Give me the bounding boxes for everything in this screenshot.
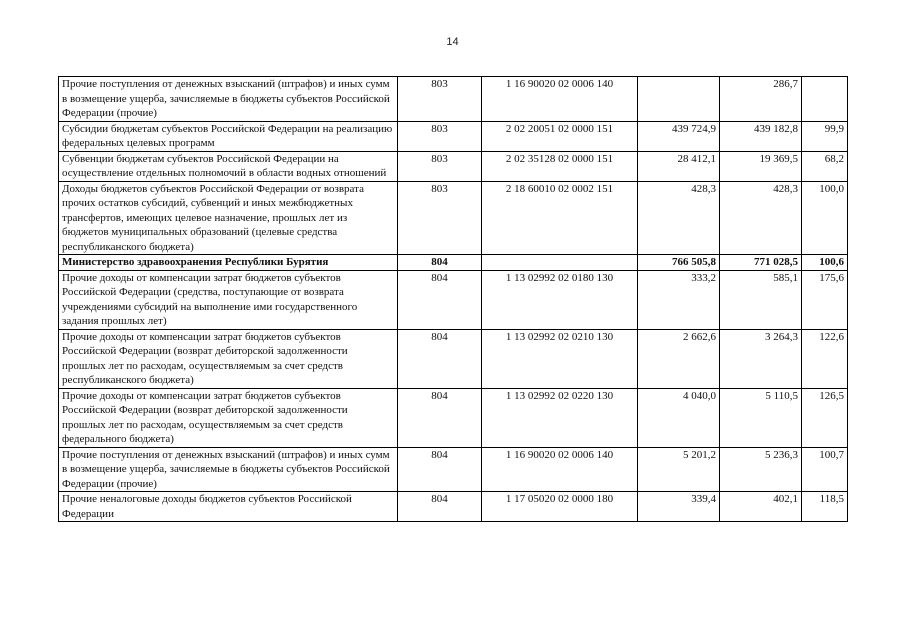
budget-classification-code-cell: 2 18 60010 02 0002 151 <box>482 181 638 255</box>
plan-amount-cell: 439 724,9 <box>638 121 720 151</box>
administrator-code-cell: 804 <box>398 388 482 447</box>
executed-amount-cell: 428,3 <box>720 181 802 255</box>
budget-classification-code-cell <box>482 255 638 271</box>
revenue-name-cell: Прочие доходы от компенсации затрат бюджетов субъектов Российской Федерации (возврат дебиторской задолженности прошлых лет по расходам, осуществляемым за счет средств республиканского бюджета) <box>59 329 398 388</box>
executed-amount-cell: 585,1 <box>720 270 802 329</box>
plan-amount-cell: 2 662,6 <box>638 329 720 388</box>
plan-amount-cell: 5 201,2 <box>638 447 720 492</box>
budget-classification-code-cell: 1 13 02992 02 0220 130 <box>482 388 638 447</box>
execution-percent-cell: 68,2 <box>802 151 848 181</box>
plan-amount-cell: 428,3 <box>638 181 720 255</box>
executed-amount-cell: 5 236,3 <box>720 447 802 492</box>
executed-amount-cell: 19 369,5 <box>720 151 802 181</box>
table-row <box>59 447 848 492</box>
budget-classification-code-cell: 2 02 35128 02 0000 151 <box>482 151 638 181</box>
execution-percent-cell: 118,5 <box>802 492 848 522</box>
revenue-name-cell: Прочие доходы от компенсации затрат бюджетов субъектов Российской Федерации (средства, поступающие от возврата учреждениями субсидий на выполнение ими государственного задания прошлых лет) <box>59 270 398 329</box>
administrator-code-cell: 803 <box>398 181 482 255</box>
revenue-name-cell: Прочие поступления от денежных взысканий (штрафов) и иных сумм в возмещение ущерба, зачисляемые в бюджеты субъектов Российской Федерации (прочие) <box>59 447 398 492</box>
administrator-code-cell: 803 <box>398 151 482 181</box>
execution-percent-cell: 100,0 <box>802 181 848 255</box>
execution-percent-cell: 122,6 <box>802 329 848 388</box>
budget-classification-code-cell: 2 02 20051 02 0000 151 <box>482 121 638 151</box>
plan-amount-cell: 339,4 <box>638 492 720 522</box>
execution-percent-cell: 100,6 <box>802 255 848 271</box>
budget-classification-code-cell: 1 16 90020 02 0006 140 <box>482 77 638 122</box>
execution-percent-cell: 175,6 <box>802 270 848 329</box>
table-row <box>59 181 848 255</box>
budget-classification-code-cell: 1 13 02992 02 0180 130 <box>482 270 638 329</box>
executed-amount-cell: 439 182,8 <box>720 121 802 151</box>
table-row <box>59 270 848 329</box>
execution-percent-cell: 126,5 <box>802 388 848 447</box>
revenue-name-cell: Прочие доходы от компенсации затрат бюджетов субъектов Российской Федерации (возврат дебиторской задолженности прошлых лет по расходам, осуществляемым за счет средств федерального бюджета) <box>59 388 398 447</box>
budget-classification-code-cell: 1 17 05020 02 0000 180 <box>482 492 638 522</box>
plan-amount-cell: 4 040,0 <box>638 388 720 447</box>
revenue-name-cell: Прочие неналоговые доходы бюджетов субъектов Российской Федерации <box>59 492 398 522</box>
table-row <box>59 121 848 151</box>
execution-percent-cell <box>802 77 848 122</box>
executed-amount-cell: 5 110,5 <box>720 388 802 447</box>
executed-amount-cell: 3 264,3 <box>720 329 802 388</box>
administrator-code-cell: 804 <box>398 447 482 492</box>
executed-amount-cell: 286,7 <box>720 77 802 122</box>
revenue-name-cell: Субсидии бюджетам субъектов Российской Федерации на реализацию федеральных целевых программ <box>59 121 398 151</box>
administrator-code-cell: 804 <box>398 255 482 271</box>
plan-amount-cell: 766 505,8 <box>638 255 720 271</box>
plan-amount-cell: 333,2 <box>638 270 720 329</box>
administrator-code-cell: 804 <box>398 329 482 388</box>
execution-percent-cell: 100,7 <box>802 447 848 492</box>
revenue-name-cell: Субвенции бюджетам субъектов Российской Федерации на осуществление отдельных полномочий в области водных отношений <box>59 151 398 181</box>
budget-classification-code-cell: 1 16 90020 02 0006 140 <box>482 447 638 492</box>
budget-revenue-table <box>58 76 848 522</box>
table-row <box>59 388 848 447</box>
execution-percent-cell: 99,9 <box>802 121 848 151</box>
plan-amount-cell: 28 412,1 <box>638 151 720 181</box>
page-number: 14 <box>446 36 459 48</box>
table-row <box>59 77 848 122</box>
administrator-code-cell: 803 <box>398 121 482 151</box>
table-row <box>59 492 848 522</box>
ministry-total-row <box>59 255 848 271</box>
table-row <box>59 329 848 388</box>
table-row <box>59 151 848 181</box>
administrator-code-cell: 804 <box>398 492 482 522</box>
administrator-code-cell: 803 <box>398 77 482 122</box>
budget-classification-code-cell: 1 13 02992 02 0210 130 <box>482 329 638 388</box>
executed-amount-cell: 771 028,5 <box>720 255 802 271</box>
administrator-code-cell: 804 <box>398 270 482 329</box>
plan-amount-cell <box>638 77 720 122</box>
executed-amount-cell: 402,1 <box>720 492 802 522</box>
ministry-name-cell: Министерство здравоохранения Республики Бурятия <box>59 255 398 271</box>
revenue-name-cell: Прочие поступления от денежных взысканий (штрафов) и иных сумм в возмещение ущерба, зачисляемые в бюджеты субъектов Российской Федерации (прочие) <box>59 77 398 122</box>
revenue-name-cell: Доходы бюджетов субъектов Российской Федерации от возврата прочих остатков субсидий, субвенций и иных межбюджетных трансфертов, имеющих целевое назначение, прошлых лет из бюджетов муниципальных образований (целевые средства республиканского бюджета) <box>59 181 398 255</box>
